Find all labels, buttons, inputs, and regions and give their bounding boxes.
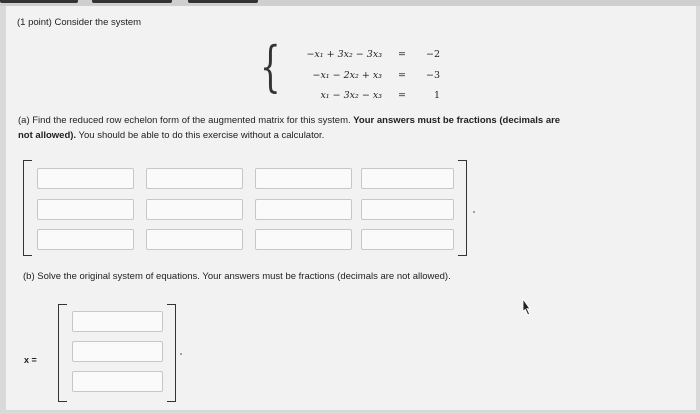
rref-cell-r3c4[interactable] [361,229,454,250]
solution-left-bracket [58,304,67,402]
rref-cell-r3c2[interactable] [146,229,243,250]
part-b-instructions: (b) Solve the original system of equations. Your answers must be fractions (decimals are not allowed). [23,271,451,282]
equation-2-rhs: −3 [425,70,440,81]
equation-3-rhs: 1 [433,90,440,101]
equation-1-rhs: −2 [425,49,440,60]
part-a-calculator-note: You should be able to do this exercise without a calculator. [78,130,325,141]
part-a-instructions-line1 [18,115,560,126]
part-a-fraction-note: Your answers must be fractions (decimals are [353,115,561,126]
solution-right-bracket [167,304,176,402]
rref-cell-r2c4[interactable] [361,199,454,220]
part-a-instructions-line2 [18,130,324,141]
matrix-trailing-dot [473,211,475,213]
rref-cell-r1c4[interactable] [361,168,454,189]
solution-x1-input[interactable] [72,311,163,332]
tab-indicator [92,0,172,3]
mouse-cursor-icon [520,298,534,316]
solution-x2-input[interactable] [72,341,163,362]
matrix-right-bracket [458,160,467,256]
solution-trailing-dot [180,353,182,355]
equation-2-eq: = [398,70,406,81]
rref-cell-r1c2[interactable] [146,168,243,189]
part-a-instruction: (a) Find the reduced row echelon form of the augmented matrix for this system. [18,115,351,126]
rref-cell-r1c3[interactable] [255,168,352,189]
matrix-left-bracket [23,160,32,256]
equation-3-eq: = [398,90,406,101]
system-brace: { [260,35,281,98]
question-header: (1 point) Consider the system [17,17,142,28]
rref-cell-r2c3[interactable] [255,199,352,220]
equation-1-lhs: −x₁ + 3x₂ − 3x₃ [306,49,382,60]
rref-cell-r3c1[interactable] [37,229,134,250]
rref-cell-r2c1[interactable] [37,199,134,220]
equation-2-lhs: −x₁ − 2x₂ + x₃ [312,70,382,81]
solution-x3-input[interactable] [72,371,163,392]
x-vector-label: x = [24,355,37,365]
equation-1-eq: = [398,49,406,60]
equation-3-lhs: x₁ − 3x₂ − x₃ [320,90,382,101]
tab-indicator [0,0,78,3]
rref-cell-r1c1[interactable] [37,168,134,189]
tab-indicator [188,0,258,3]
part-a-fraction-note-cont: not allowed). [18,130,77,141]
rref-cell-r3c3[interactable] [255,229,352,250]
question-panel [6,6,696,410]
rref-cell-r2c2[interactable] [146,199,243,220]
